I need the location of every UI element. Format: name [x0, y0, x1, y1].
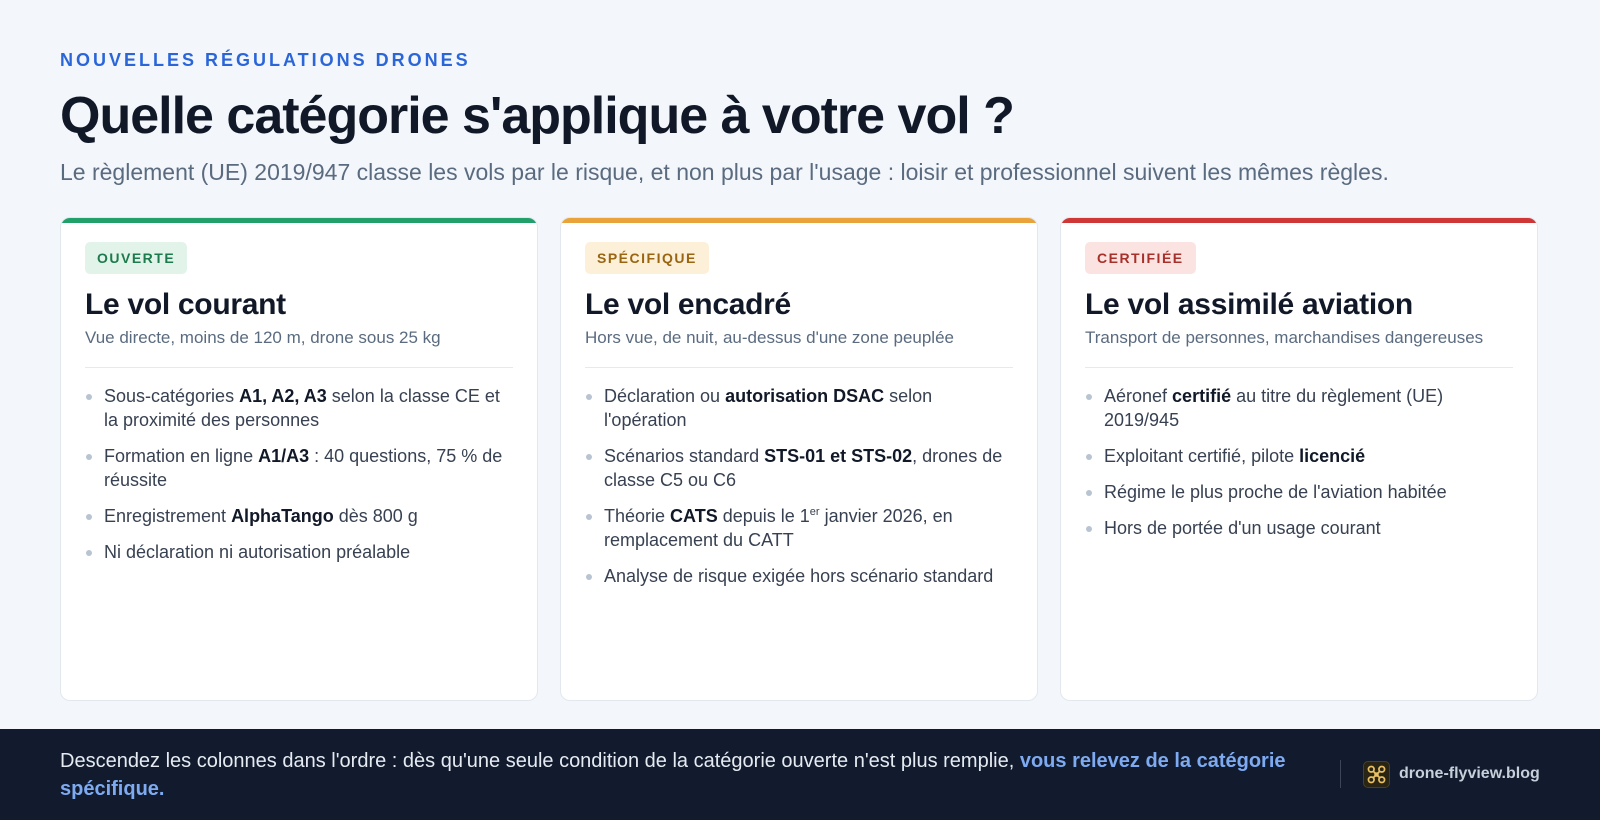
footer-message: Descendez les colonnes dans l'ordre : dès qu'une seule condition de la catégorie ouverte n'est plus remplie, vous relevez de la catégorie spécifique. — [60, 750, 1286, 800]
card-ouverte — [60, 217, 538, 701]
card-certifiee — [1060, 217, 1538, 701]
card-accent-bar — [61, 218, 537, 223]
list-item: Hors de portée d'un usage courant — [1085, 516, 1513, 540]
list-item: Formation en ligne A1/A3 : 40 questions, 75 % de réussite — [85, 444, 513, 492]
page-title: Quelle catégorie s'applique à votre vol ? — [60, 87, 1014, 145]
list-item: Aéronef certifié au titre du règlement (UE) 2019/945 — [1085, 384, 1513, 432]
footer-banner — [0, 729, 1600, 820]
category-badge: SPÉCIFIQUE — [585, 242, 709, 274]
brand-name: drone-flyview.blog — [1399, 765, 1540, 782]
card-accent-bar — [1061, 218, 1537, 223]
brand[interactable] — [1363, 760, 1540, 788]
list-item: Ni déclaration ni autorisation préalable — [85, 540, 513, 564]
list-item: Sous-catégories A1, A2, A3 selon la classe CE et la proximité des personnes — [85, 384, 513, 432]
rule-list — [1085, 384, 1513, 540]
category-badge: CERTIFIÉE — [1085, 242, 1196, 274]
drone-icon — [1363, 761, 1390, 788]
list-item: Régime le plus proche de l'aviation habitée — [1085, 480, 1513, 504]
category-badge: OUVERTE — [85, 242, 187, 274]
list-item: Déclaration ou autorisation DSAC selon l'opération — [585, 384, 1013, 432]
list-item: Exploitant certifié, pilote licencié — [1085, 444, 1513, 468]
footer-highlight: vous relevez de la catégorie spécifique. — [60, 750, 1286, 800]
footer-divider — [1340, 760, 1341, 788]
card-specifique — [560, 217, 1038, 701]
page-subtitle: Le règlement (UE) 2019/947 classe les vols par le risque, et non plus par l'usage : loisir et professionnel suivent les mêmes règles. — [60, 159, 1389, 185]
list-item: Analyse de risque exigée hors scénario standard — [585, 564, 1013, 588]
card-description: Transport de personnes, marchandises dangereuses — [1085, 328, 1513, 368]
category-cards — [60, 217, 1538, 701]
card-title: Le vol encadré — [585, 288, 791, 321]
list-item: Théorie CATS depuis le 1er janvier 2026, en remplacement du CATT — [585, 504, 1013, 552]
list-item: Scénarios standard STS-01 et STS-02, drones de classe C5 ou C6 — [585, 444, 1013, 492]
rule-list — [85, 384, 513, 564]
eyebrow: NOUVELLES RÉGULATIONS DRONES — [60, 50, 471, 70]
card-accent-bar — [561, 218, 1037, 223]
card-title: Le vol courant — [85, 288, 286, 321]
card-description: Vue directe, moins de 120 m, drone sous 25 kg — [85, 328, 513, 368]
card-title: Le vol assimilé aviation — [1085, 288, 1413, 321]
list-item: Enregistrement AlphaTango dès 800 g — [85, 504, 513, 528]
card-description: Hors vue, de nuit, au-dessus d'une zone peuplée — [585, 328, 1013, 368]
rule-list — [585, 384, 1013, 588]
